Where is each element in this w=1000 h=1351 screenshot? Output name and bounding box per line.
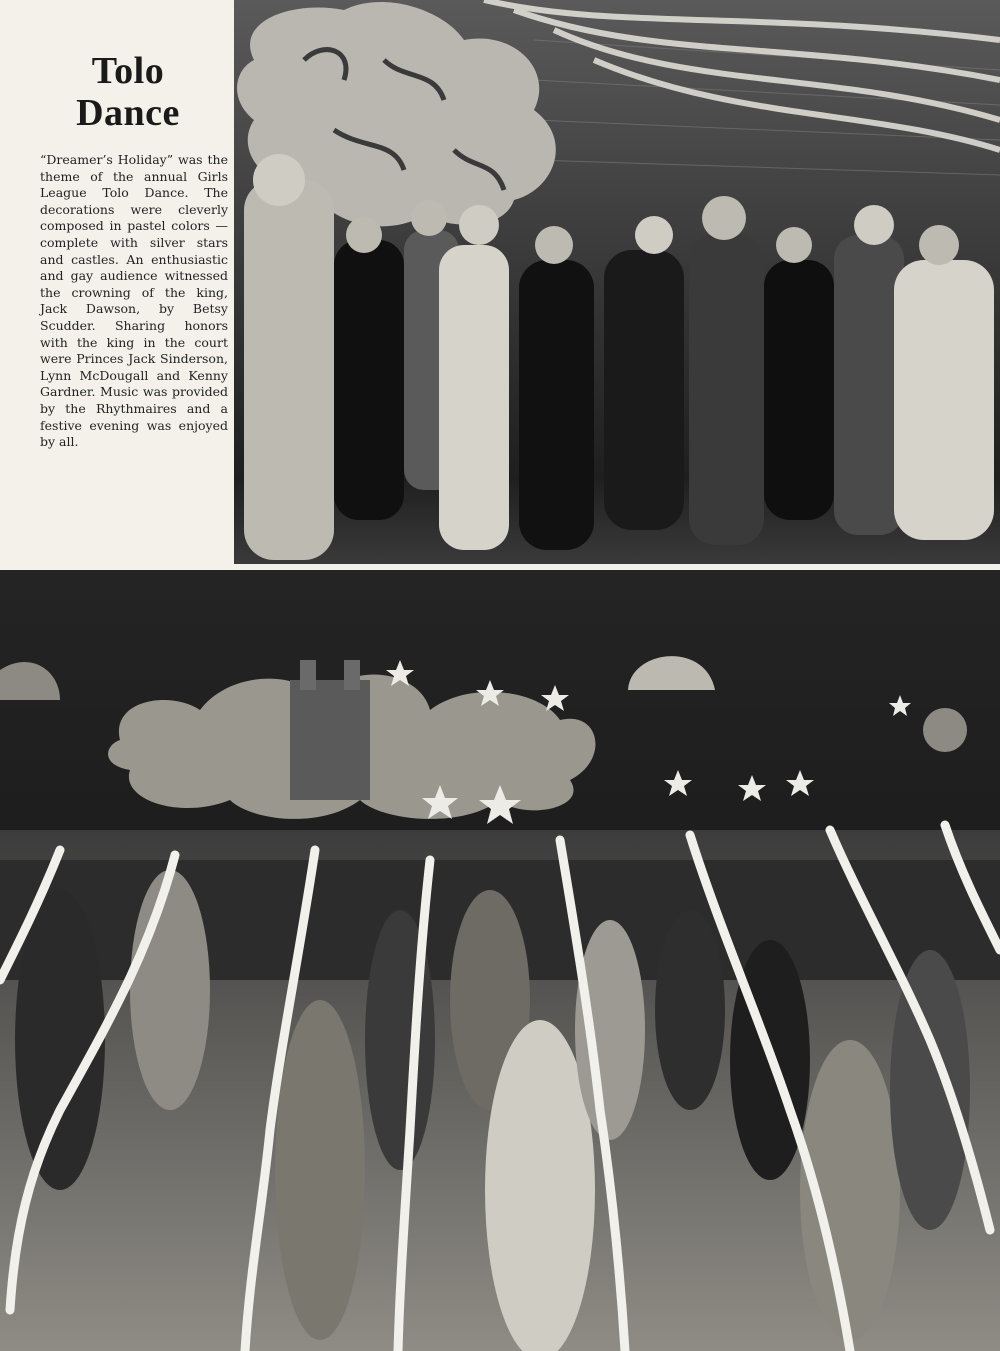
dance-floor-photo bbox=[0, 570, 1000, 1351]
title-line-1: Tolo bbox=[91, 50, 165, 92]
dance-floor-graphic bbox=[0, 570, 1000, 1351]
article-column bbox=[28, 40, 228, 560]
court-photo bbox=[234, 0, 1000, 564]
article-title bbox=[28, 50, 228, 134]
article-caption: “Dreamer’s Holiday” was the theme of the annual Girls League Tolo Dance. The decorations were cleverly composed in pastel colors — complete with silver stars and castles. An enthusiastic and gay audience witnessed the crowning of the king, Jack Dawson, by Betsy Scudder. Sharing honors with the king in the court were Princes Jack Sinderson, Lynn McDougall and Kenny Gardner. Music was provided by the Rhythmaires and a festive evening was enjoyed by all. bbox=[40, 152, 228, 450]
title-line-2: Dance bbox=[76, 92, 180, 134]
court-photo-graphic bbox=[234, 0, 1000, 564]
